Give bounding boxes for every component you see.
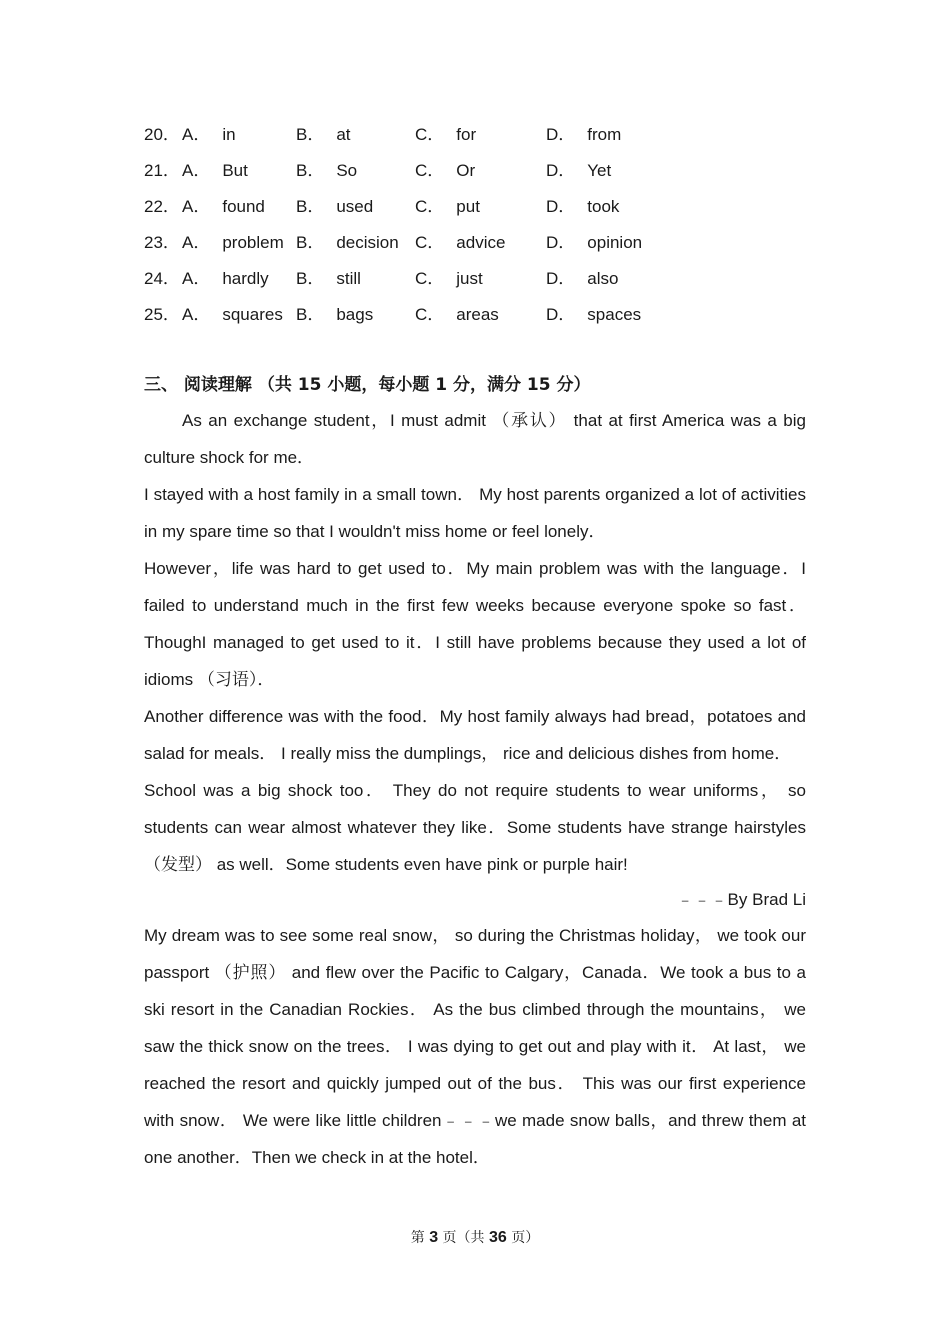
question-row-20 [144,117,664,153]
question-row-21 [144,153,664,189]
option-c: C． just [415,269,483,288]
option-d: D． took [546,197,620,216]
page-footer [0,1226,950,1250]
question-number: 22． [144,197,180,216]
current-page-number: 3 [429,1229,439,1246]
question-number: 25． [144,305,180,324]
question-row-25 [144,297,664,333]
passage-paragraph-4: Another difference was with the food．My host family always had bread，potatoes and salad for meals． I really miss the dumplings， rice and delicious dishes from home． [144,707,806,763]
option-d: D． also [546,269,619,288]
option-c: C． Or [415,161,476,180]
option-c: C． advice [415,233,506,252]
option-a: A． hardly [182,269,269,288]
question-row-22 [144,189,664,225]
question-number: 21． [144,161,180,180]
total-page-count: 36 [489,1229,507,1246]
option-b: B． bags [296,305,374,324]
option-c: C． areas [415,305,499,324]
option-a: A． in [182,125,236,144]
option-d: D． opinion [546,233,643,252]
question-number: 23． [144,233,180,252]
option-b: B． used [296,197,374,216]
footer-prefix: 第 [410,1230,430,1246]
option-a: A． But [182,161,248,180]
section-heading: 三、 阅读理解 （共 15 小题，每小题 1 分，满分 15 分） [144,375,591,395]
answer-options-table [144,117,664,333]
option-d: D． Yet [546,161,612,180]
option-d: D． from [546,125,622,144]
option-b: B． still [296,269,361,288]
author-signature: ﹣﹣﹣By Brad Li [676,890,806,909]
question-row-23 [144,225,664,261]
passage-paragraph-5: School was a big shock too． They do not require students to wear uniforms， so students can wear almost whatever they like．Some students have strange hairstyles （发型） as well．Some students even have pink or purple hair! [144,781,806,874]
option-a: A． found [182,197,265,216]
reading-passage [144,402,806,1176]
option-c: C． for [415,125,477,144]
question-number: 20． [144,125,180,144]
question-row-24 [144,261,664,297]
question-number: 24． [144,269,180,288]
option-c: C． put [415,197,480,216]
passage-paragraph-1: As an exchange student，I must admit （承认） that at first America was a big culture shock for me． [144,411,806,467]
option-b: B． So [296,161,358,180]
option-b: B． decision [296,233,399,252]
footer-middle: 页（共 [438,1230,489,1246]
passage-paragraph-3: However，life was hard to get used to．My main problem was with the language．I failed to understand much in the first few weeks because everyone spoke so fast．ThoughI managed to get used to it．I still have problems because they used a lot of idioms （习语）． [144,559,806,689]
passage-paragraph-2: I stayed with a host family in a small town． My host parents organized a lot of activities in my spare time so that I wouldn't miss home or feel lonely． [144,485,806,541]
passage-paragraph-6: My dream was to see some real snow， so during the Christmas holiday， we took our passport （护照） and flew over the Pacific to Calgary，Canada．We took a bus to a ski resort in the Canadian Rockies． As the bus climbed through the mountains， we saw the thick snow on the trees． I was dying to get out and play with it． At last， we reached the resort and quickly jumped out of the bus． This was our first experience with snow． We were like little children﹣﹣﹣we made snow balls，and threw them at one another．Then we check in at the hotel． [144,926,806,1167]
option-d: D． spaces [546,305,642,324]
option-a: A． squares [182,305,283,324]
option-a: A． problem [182,233,284,252]
footer-suffix: 页） [506,1230,540,1246]
option-b: B． at [296,125,351,144]
